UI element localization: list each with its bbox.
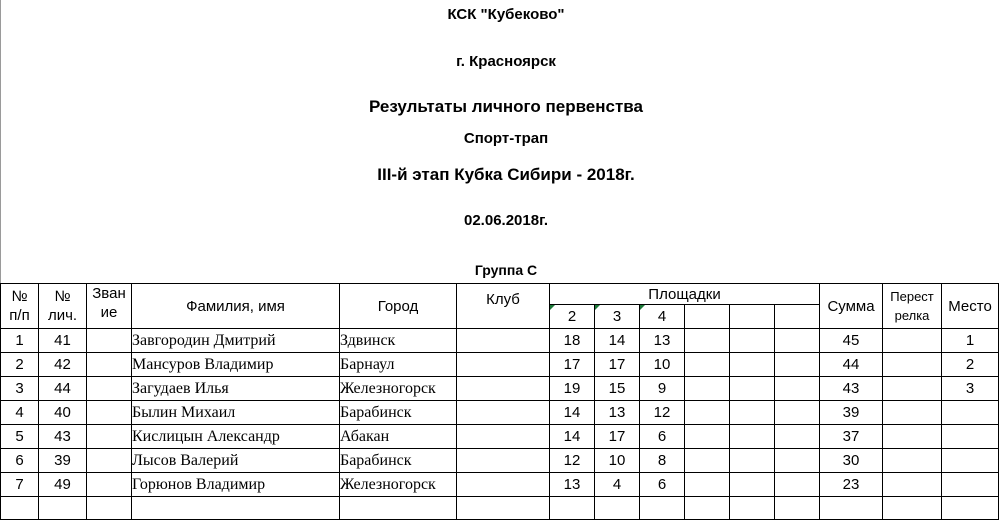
cell-club bbox=[457, 449, 550, 473]
cell-num: 6 bbox=[1, 449, 39, 473]
cell-num: 2 bbox=[1, 353, 39, 377]
cell-site-empty bbox=[775, 329, 820, 353]
cell-site-empty bbox=[685, 425, 730, 449]
cell-empty bbox=[595, 497, 640, 520]
cell-site-4: 9 bbox=[640, 377, 685, 401]
cell-site-3: 10 bbox=[595, 449, 640, 473]
cell-id: 42 bbox=[39, 353, 87, 377]
cell-num: 4 bbox=[1, 401, 39, 425]
cell-site-empty bbox=[775, 473, 820, 497]
cell-city: Абакан bbox=[340, 425, 457, 449]
cell-site-empty bbox=[775, 377, 820, 401]
cell-site-4: 13 bbox=[640, 329, 685, 353]
cell-place: 1 bbox=[942, 329, 999, 353]
cell-site-3: 14 bbox=[595, 329, 640, 353]
cell-name: Загудаев Илья bbox=[132, 377, 340, 401]
cell-club bbox=[457, 353, 550, 377]
site-empty-header bbox=[775, 305, 820, 329]
cell-place bbox=[942, 449, 999, 473]
col-rank-header: Зван ие bbox=[87, 284, 132, 329]
col-num-header: № п/п bbox=[1, 284, 39, 329]
city-title: г. Красноярск bbox=[456, 53, 556, 70]
col-id-header: № лич. bbox=[39, 284, 87, 329]
cell-site-empty bbox=[775, 449, 820, 473]
cell-id: 41 bbox=[39, 329, 87, 353]
results-table bbox=[0, 283, 999, 520]
cell-num: 7 bbox=[1, 473, 39, 497]
cell-place bbox=[942, 401, 999, 425]
col-sites-header: Площадки bbox=[550, 284, 820, 305]
table-row bbox=[1, 449, 999, 473]
table-row bbox=[1, 353, 999, 377]
cell-city: Здвинск bbox=[340, 329, 457, 353]
cell-empty bbox=[640, 497, 685, 520]
col-club-header: Клуб bbox=[457, 284, 550, 329]
site-empty-header bbox=[730, 305, 775, 329]
event-title: III-й этап Кубка Сибири - 2018г. bbox=[377, 165, 635, 184]
cell-site-3: 17 bbox=[595, 353, 640, 377]
cell-site-empty bbox=[685, 329, 730, 353]
cell-site-empty bbox=[685, 473, 730, 497]
cell-site-empty bbox=[730, 473, 775, 497]
cell-name: Кислицын Александр bbox=[132, 425, 340, 449]
cell-shootoff bbox=[883, 329, 942, 353]
cell-shootoff bbox=[883, 377, 942, 401]
cell-empty bbox=[685, 497, 730, 520]
cell-city: Барабинск bbox=[340, 449, 457, 473]
cell-empty bbox=[942, 497, 999, 520]
cell-site-empty bbox=[730, 425, 775, 449]
col-shootoff-header: Перест релка bbox=[883, 284, 942, 329]
cell-site-empty bbox=[730, 353, 775, 377]
site-empty-header bbox=[685, 305, 730, 329]
cell-site-2: 19 bbox=[550, 377, 595, 401]
cell-rank bbox=[87, 353, 132, 377]
cell-site-empty bbox=[730, 449, 775, 473]
cell-site-2: 14 bbox=[550, 401, 595, 425]
cell-id: 49 bbox=[39, 473, 87, 497]
cell-site-empty bbox=[775, 425, 820, 449]
cell-club bbox=[457, 401, 550, 425]
cell-id: 43 bbox=[39, 425, 87, 449]
cell-empty bbox=[132, 497, 340, 520]
left-page-border bbox=[0, 0, 1, 290]
cell-site-empty bbox=[730, 401, 775, 425]
group-title: Группа С bbox=[474, 262, 538, 278]
results-title: Результаты личного первенства bbox=[369, 97, 643, 116]
cell-rank bbox=[87, 425, 132, 449]
cell-club bbox=[457, 425, 550, 449]
cell-shootoff bbox=[883, 353, 942, 377]
cell-name: Горюнов Владимир bbox=[132, 473, 340, 497]
cell-sum: 44 bbox=[820, 353, 883, 377]
cell-place bbox=[942, 473, 999, 497]
cell-num: 3 bbox=[1, 377, 39, 401]
cell-empty bbox=[775, 497, 820, 520]
cell-id: 44 bbox=[39, 377, 87, 401]
table-row bbox=[1, 329, 999, 353]
cell-site-4: 6 bbox=[640, 473, 685, 497]
cell-city: Барнаул bbox=[340, 353, 457, 377]
cell-site-4: 6 bbox=[640, 425, 685, 449]
cell-city: Железногорск bbox=[340, 377, 457, 401]
cell-name: Былин Михаил bbox=[132, 401, 340, 425]
site-4-header: 4 bbox=[640, 305, 685, 329]
cell-empty bbox=[1, 497, 39, 520]
cell-site-4: 8 bbox=[640, 449, 685, 473]
table-row bbox=[1, 401, 999, 425]
cell-site-3: 17 bbox=[595, 425, 640, 449]
cell-site-2: 18 bbox=[550, 329, 595, 353]
cell-place: 3 bbox=[942, 377, 999, 401]
cell-empty bbox=[87, 497, 132, 520]
cell-empty bbox=[457, 497, 550, 520]
cell-rank bbox=[87, 377, 132, 401]
cell-sum: 30 bbox=[820, 449, 883, 473]
table-row bbox=[1, 425, 999, 449]
cell-name: Завгородин Дмитрий bbox=[132, 329, 340, 353]
discipline-title: Спорт-трап bbox=[463, 130, 549, 147]
cell-num: 1 bbox=[1, 329, 39, 353]
cell-place bbox=[942, 425, 999, 449]
cell-site-empty bbox=[685, 449, 730, 473]
col-name-header: Фамилия, имя bbox=[132, 284, 340, 329]
cell-rank bbox=[87, 329, 132, 353]
cell-sum: 37 bbox=[820, 425, 883, 449]
cell-rank bbox=[87, 473, 132, 497]
cell-site-empty bbox=[685, 377, 730, 401]
cell-club bbox=[457, 473, 550, 497]
site-2-header: 2 bbox=[550, 305, 595, 329]
cell-site-empty bbox=[730, 329, 775, 353]
cell-site-4: 10 bbox=[640, 353, 685, 377]
cell-id: 40 bbox=[39, 401, 87, 425]
cell-empty bbox=[820, 497, 883, 520]
cell-rank bbox=[87, 449, 132, 473]
cell-shootoff bbox=[883, 449, 942, 473]
cell-site-3: 15 bbox=[595, 377, 640, 401]
cell-place: 2 bbox=[942, 353, 999, 377]
cell-empty bbox=[550, 497, 595, 520]
cell-city: Барабинск bbox=[340, 401, 457, 425]
cell-site-empty bbox=[775, 401, 820, 425]
col-city-header: Город bbox=[340, 284, 457, 329]
table-row bbox=[1, 377, 999, 401]
cell-rank bbox=[87, 401, 132, 425]
cell-sum: 23 bbox=[820, 473, 883, 497]
cell-empty bbox=[883, 497, 942, 520]
cell-site-empty bbox=[730, 377, 775, 401]
cell-empty bbox=[340, 497, 457, 520]
col-sum-header: Сумма bbox=[820, 284, 883, 329]
cell-sum: 43 bbox=[820, 377, 883, 401]
cell-club bbox=[457, 329, 550, 353]
cell-name: Мансуров Владимир bbox=[132, 353, 340, 377]
cell-num: 5 bbox=[1, 425, 39, 449]
cell-site-2: 13 bbox=[550, 473, 595, 497]
cell-shootoff bbox=[883, 425, 942, 449]
cell-name: Лысов Валерий bbox=[132, 449, 340, 473]
organization-title: КСК "Кубеково" bbox=[447, 6, 565, 23]
cell-empty bbox=[730, 497, 775, 520]
table-row-empty bbox=[1, 497, 999, 520]
cell-sum: 39 bbox=[820, 401, 883, 425]
cell-site-2: 14 bbox=[550, 425, 595, 449]
cell-id: 39 bbox=[39, 449, 87, 473]
cell-site-empty bbox=[775, 353, 820, 377]
cell-site-2: 17 bbox=[550, 353, 595, 377]
site-3-header: 3 bbox=[595, 305, 640, 329]
cell-site-3: 4 bbox=[595, 473, 640, 497]
cell-shootoff bbox=[883, 473, 942, 497]
cell-empty bbox=[39, 497, 87, 520]
cell-site-3: 13 bbox=[595, 401, 640, 425]
cell-city: Железногорск bbox=[340, 473, 457, 497]
table-row bbox=[1, 473, 999, 497]
cell-club bbox=[457, 377, 550, 401]
cell-sum: 45 bbox=[820, 329, 883, 353]
cell-site-empty bbox=[685, 353, 730, 377]
cell-site-2: 12 bbox=[550, 449, 595, 473]
cell-site-empty bbox=[685, 401, 730, 425]
event-date: 02.06.2018г. bbox=[464, 212, 548, 229]
cell-site-4: 12 bbox=[640, 401, 685, 425]
cell-shootoff bbox=[883, 401, 942, 425]
col-place-header: Место bbox=[942, 284, 999, 329]
